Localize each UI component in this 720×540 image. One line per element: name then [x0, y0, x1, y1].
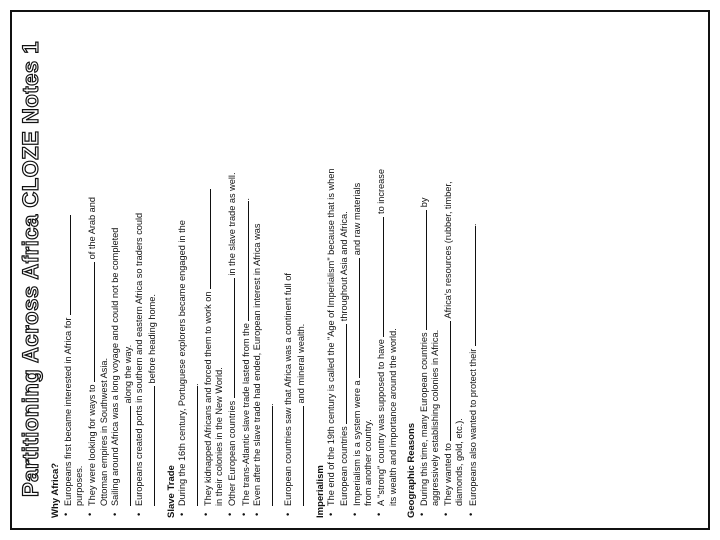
- statement-text: European countries: [338, 426, 349, 506]
- statement-text: Sailing around Africa was a long voyage and could not be completed: [109, 227, 120, 506]
- statement-text: before heading home.: [147, 294, 158, 384]
- statement-text: Europeans created ports in southern and eastern Africa so traders could: [134, 212, 145, 506]
- slave-trade-list-2: [283, 20, 307, 518]
- statement-text: throughout Asia and Africa.: [338, 211, 349, 322]
- section-heading-geographic-reasons: Geographic Reasons: [405, 422, 417, 518]
- statement-text: in their colonies in the New World.: [214, 367, 225, 506]
- fill-blank[interactable]: [145, 386, 155, 506]
- fill-blank[interactable]: [294, 406, 304, 506]
- list-item: [417, 20, 441, 506]
- statement-text: Europeans also wanted to protect their: [467, 348, 478, 506]
- statement-text: Africa's resources (rubber, timber,: [443, 181, 454, 319]
- worksheet-title: Partitioning Across Africa CLOZE Notes 1: [18, 41, 43, 498]
- fill-blank[interactable]: [225, 278, 235, 398]
- statement-text: by: [418, 197, 429, 208]
- fill-blank[interactable]: [466, 226, 476, 346]
- statement-text: to increase: [376, 169, 387, 214]
- statement-text: A "strong" country was supposed to have: [376, 339, 387, 506]
- fill-blank[interactable]: [350, 258, 360, 378]
- statement-text: along the way.: [123, 344, 134, 404]
- statement-text: They were looking for ways to: [87, 384, 98, 506]
- list-item: • The trans-Atlantic slave trade lasted from the .: [239, 20, 252, 506]
- list-item: [61, 20, 85, 506]
- list-item: [85, 20, 109, 506]
- statement-text: from another country.: [363, 419, 374, 506]
- statement-text: purposes.: [74, 465, 85, 506]
- fill-blank[interactable]: [121, 406, 131, 506]
- statement-text: The trans-Atlantic slave trade lasted from the: [240, 323, 251, 506]
- statement-text: Europeans first became interested in Africa for: [63, 317, 73, 506]
- list-item: [201, 20, 225, 506]
- list-item: [326, 20, 350, 506]
- list-item: [441, 20, 465, 506]
- list-item: [374, 20, 398, 506]
- statement-text: aggressively establishing colonies in Africa.: [430, 329, 441, 506]
- worksheet: [10, 10, 710, 530]
- fill-blank[interactable]: [337, 324, 347, 424]
- list-item: • Even after the slave trade had ended, European interest in Africa was .: [252, 20, 276, 506]
- fill-blank[interactable]: [417, 210, 427, 330]
- fill-blank[interactable]: [374, 217, 384, 337]
- fill-blank[interactable]: [263, 406, 273, 506]
- fill-blank[interactable]: [239, 201, 249, 321]
- section-heading-why-africa: Why Africa?: [50, 462, 61, 518]
- imperialism-list: [326, 20, 399, 518]
- statement-text: They kidnapped Africans and forced them to work on: [203, 291, 214, 506]
- list-item: [225, 20, 238, 506]
- fill-blank[interactable]: [61, 215, 71, 315]
- statement-text: During this time, many European countries: [418, 332, 429, 506]
- list-item: [350, 20, 374, 506]
- slave-trade-list: [177, 20, 277, 518]
- list-item: [134, 20, 158, 506]
- list-item: • Europeans also wanted to protect their .: [466, 20, 479, 506]
- statement-text: Ottoman empires in Southwest Asia.: [98, 357, 109, 506]
- fill-blank[interactable]: [201, 189, 211, 289]
- list-item: [283, 20, 307, 506]
- statement-text: During the 16th century, Portuguese explorers became engaged in the: [176, 220, 187, 506]
- fill-blank[interactable]: [188, 386, 198, 506]
- why-africa-list: [61, 20, 159, 518]
- fill-blank[interactable]: [85, 262, 95, 382]
- statement-text: Other European countries: [227, 400, 238, 506]
- statement-text: of the Arab and: [87, 197, 98, 260]
- statement-text: diamonds, gold, etc.).: [454, 418, 465, 506]
- list-item: • During the 16th century, Portuguese explorers became engaged in the .: [177, 20, 201, 506]
- statement-text: Even after the slave trade had ended, European interest in Africa was: [251, 223, 262, 506]
- geographic-reasons-list: [417, 20, 479, 518]
- list-item: [110, 20, 134, 506]
- statement-text: The end of the 19th century is called the "Age of Imperialism" because that is when: [325, 168, 336, 506]
- fill-blank[interactable]: [441, 321, 451, 441]
- statement-text: its wealth and importance around the world.: [387, 328, 398, 506]
- section-heading-imperialism: Imperialism: [314, 465, 326, 518]
- statement-text: European countries saw that Africa was a continent full of: [283, 273, 294, 506]
- statement-text: and raw materials: [352, 182, 363, 256]
- statement-text: Imperialism is a system were a: [352, 380, 363, 506]
- statement-text: and mineral wealth.: [296, 323, 307, 404]
- statement-text: They wanted to: [443, 443, 454, 506]
- statement-text: in the slave trade as well.: [227, 172, 238, 276]
- section-heading-slave-trade: Slave Trade: [165, 465, 177, 518]
